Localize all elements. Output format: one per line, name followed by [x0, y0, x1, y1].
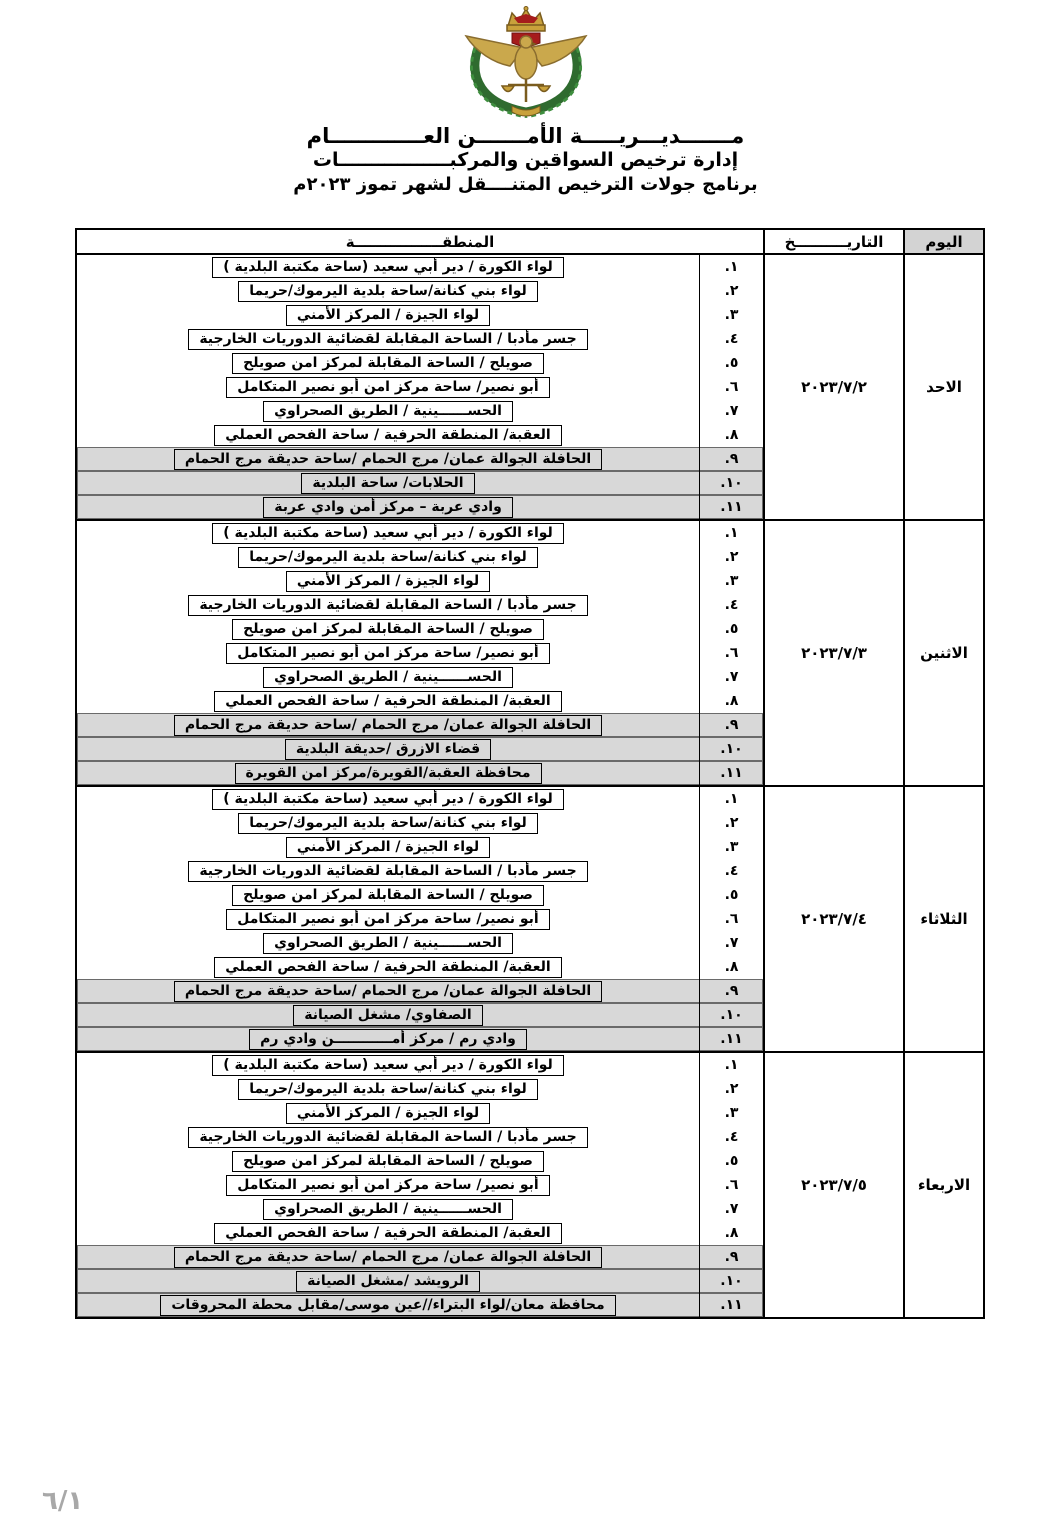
program-title: برنامج جولات الترخيص المتنــــقل لشهر تموز ٢٠٢٣م: [293, 174, 758, 195]
date-cell: ٢٠٢٣/٧/٢: [763, 255, 903, 519]
area-row: [77, 811, 763, 835]
area-row: [77, 495, 763, 519]
row-number: ٥.: [699, 351, 763, 375]
area-label: العقبة/ المنطقة الحرفية / ساحة الفحص العملي: [214, 425, 561, 446]
area-label: أبو نصير/ ساحة مركز امن أبو نصير المتكامل: [226, 643, 549, 664]
area-cell: [77, 1221, 699, 1245]
row-number: ٣.: [699, 303, 763, 327]
area-label: لواء الكورة / دير أبي سعيد (ساحة مكتبة البلدية ): [212, 1055, 564, 1076]
row-number: ١٠.: [699, 1003, 763, 1027]
table-header-row: [77, 230, 983, 255]
area-row: [77, 787, 763, 811]
area-row: [77, 569, 763, 593]
group-rows: [77, 521, 763, 785]
row-number: ٧.: [699, 399, 763, 423]
area-cell: [77, 279, 699, 303]
area-label: الرويشد /مشغل الصيانة: [296, 1271, 480, 1292]
row-number: ٨.: [699, 1221, 763, 1245]
row-number: ٤.: [699, 859, 763, 883]
area-cell: [77, 351, 699, 375]
row-number: ١١.: [699, 495, 763, 519]
department-title: إدارة ترخيص السواقين والمركبـــــــــــــــــات: [312, 149, 739, 171]
row-number: ٩.: [699, 447, 763, 471]
area-label: وادي رم / مركز أمــــــــــــن وادي رم: [249, 1029, 527, 1050]
area-cell: [77, 1149, 699, 1173]
column-header-date: التاريــــــــــخ: [763, 230, 903, 253]
area-cell: [77, 979, 699, 1003]
area-cell: [77, 737, 699, 761]
row-number: ١٠.: [699, 471, 763, 495]
area-label: الحســــــينية / الطريق الصحراوي: [263, 933, 513, 954]
area-row: [77, 665, 763, 689]
area-row: [77, 351, 763, 375]
document-header: [0, 6, 1051, 195]
area-row: [77, 1149, 763, 1173]
group-rows: [77, 1053, 763, 1317]
area-label: الحافلة الجوالة عمان/ مرج الحمام /ساحة حديقة مرج الحمام: [174, 449, 602, 470]
area-row: [77, 471, 763, 495]
area-label: لواء بني كنانة/ساحة بلدية اليرموك/حريما: [238, 813, 538, 834]
area-label: لواء الكورة / دير أبي سعيد (ساحة مكتبة البلدية ): [212, 257, 564, 278]
area-row: [77, 1027, 763, 1051]
area-label: العقبة/ المنطقة الحرفية / ساحة الفحص العملي: [214, 691, 561, 712]
area-label: محافظة معان/لواء البتراء//عين موسى/مقابل محطة المحروقات: [160, 1295, 615, 1316]
area-label: قضاء الازرق /حديقة البلدية: [285, 739, 491, 760]
area-cell: [77, 495, 699, 519]
day-cell: الاثنين: [903, 521, 983, 785]
area-row: [77, 1053, 763, 1077]
area-cell: [77, 1027, 699, 1051]
area-row: [77, 545, 763, 569]
area-label: الصفاوي/ مشغل الصيانة: [293, 1005, 482, 1026]
area-cell: [77, 1173, 699, 1197]
area-cell: [77, 1293, 699, 1317]
day-group: [77, 1053, 983, 1317]
row-number: ١٠.: [699, 737, 763, 761]
day-group: [77, 521, 983, 787]
area-cell: [77, 1269, 699, 1293]
row-number: ٥.: [699, 883, 763, 907]
column-header-area: المنطقـــــــــــــــــة: [345, 232, 495, 251]
table-body: [77, 255, 983, 1317]
area-row: [77, 399, 763, 423]
area-cell: [77, 521, 699, 545]
area-cell: [77, 327, 699, 351]
row-number: ٥.: [699, 617, 763, 641]
column-header-day: اليوم: [903, 230, 983, 253]
row-number: ٨.: [699, 955, 763, 979]
day-cell: الاحد: [903, 255, 983, 519]
area-row: [77, 859, 763, 883]
day-cell: الثلاثاء: [903, 787, 983, 1051]
public-security-emblem: [448, 6, 604, 118]
row-number: ٢.: [699, 545, 763, 569]
area-row: [77, 1221, 763, 1245]
area-row: [77, 689, 763, 713]
area-cell: [77, 375, 699, 399]
area-row: [77, 303, 763, 327]
area-cell: [77, 835, 699, 859]
day-cell: الاربعاء: [903, 1053, 983, 1317]
area-row: [77, 255, 763, 279]
day-group: [77, 255, 983, 521]
area-cell: [77, 907, 699, 931]
group-rows: [77, 255, 763, 519]
area-row: [77, 1197, 763, 1221]
row-number: ١.: [699, 787, 763, 811]
area-row: [77, 979, 763, 1003]
area-label: لواء الجيزة / المركز الأمني: [286, 837, 490, 858]
date-cell: ٢٠٢٣/٧/٥: [763, 1053, 903, 1317]
area-cell: [77, 1101, 699, 1125]
area-cell: [77, 761, 699, 785]
area-cell: [77, 569, 699, 593]
row-number: ١.: [699, 521, 763, 545]
area-cell: [77, 713, 699, 737]
area-cell: [77, 545, 699, 569]
area-label: الحافلة الجوالة عمان/ مرج الحمام /ساحة حديقة مرج الحمام: [174, 1247, 602, 1268]
area-cell: [77, 593, 699, 617]
area-row: [77, 1077, 763, 1101]
area-cell: [77, 447, 699, 471]
area-cell: [77, 1125, 699, 1149]
area-row: [77, 423, 763, 447]
area-row: [77, 955, 763, 979]
area-label: لواء الجيزة / المركز الأمني: [286, 571, 490, 592]
date-cell: ٢٠٢٣/٧/٣: [763, 521, 903, 785]
area-cell: [77, 665, 699, 689]
area-label: لواء بني كنانة/ساحة بلدية اليرموك/حريما: [238, 1079, 538, 1100]
area-label: لواء الكورة / دير أبي سعيد (ساحة مكتبة البلدية ): [212, 789, 564, 810]
row-number: ٧.: [699, 931, 763, 955]
area-label: العقبة/ المنطقة الحرفية / ساحة الفحص العملي: [214, 957, 561, 978]
area-cell: [77, 617, 699, 641]
area-cell: [77, 423, 699, 447]
area-label: لواء الكورة / دير أبي سعيد (ساحة مكتبة البلدية ): [212, 523, 564, 544]
row-number: ٤.: [699, 1125, 763, 1149]
area-label: الحلابات/ ساحة البلدية: [301, 473, 474, 494]
directorate-title: مـــــــديـــريـــــة الأمـــــــن العـــــــــــــام: [306, 124, 745, 148]
area-row: [77, 447, 763, 471]
date-cell: ٢٠٢٣/٧/٤: [763, 787, 903, 1051]
area-row: [77, 883, 763, 907]
row-number: ٢.: [699, 279, 763, 303]
area-cell: [77, 859, 699, 883]
area-label: صويلح / الساحة المقابلة لمركز امن صويلح: [232, 619, 544, 640]
row-number: ٦.: [699, 1173, 763, 1197]
area-row: [77, 1101, 763, 1125]
row-number: ٦.: [699, 375, 763, 399]
area-cell: [77, 1003, 699, 1027]
area-label: صويلح / الساحة المقابلة لمركز امن صويلح: [232, 353, 544, 374]
row-number: ١١.: [699, 1293, 763, 1317]
area-label: الحســــــينية / الطريق الصحراوي: [263, 401, 513, 422]
emblem-graphic: [448, 6, 604, 118]
area-label: وادي عربة – مركز أمن وادي عربة: [263, 497, 513, 518]
row-number: ٦.: [699, 907, 763, 931]
area-cell: [77, 303, 699, 327]
area-row: [77, 641, 763, 665]
schedule-table: [75, 228, 985, 1319]
area-cell: [77, 1245, 699, 1269]
area-cell: [77, 787, 699, 811]
row-number: ٤.: [699, 593, 763, 617]
row-number: ٢.: [699, 811, 763, 835]
area-label: لواء الجيزة / المركز الأمني: [286, 1103, 490, 1124]
row-number: ١.: [699, 255, 763, 279]
row-number: ١١.: [699, 761, 763, 785]
group-rows: [77, 787, 763, 1051]
area-cell: [77, 955, 699, 979]
area-cell: [77, 471, 699, 495]
area-cell: [77, 689, 699, 713]
row-number: ٨.: [699, 423, 763, 447]
area-label: الحافلة الجوالة عمان/ مرج الحمام /ساحة حديقة مرج الحمام: [174, 715, 602, 736]
area-label: صويلح / الساحة المقابلة لمركز امن صويلح: [232, 885, 544, 906]
area-cell: [77, 931, 699, 955]
area-row: [77, 835, 763, 859]
row-number: ٩.: [699, 979, 763, 1003]
area-cell: [77, 883, 699, 907]
area-row: [77, 1173, 763, 1197]
area-cell: [77, 1197, 699, 1221]
row-number: ٩.: [699, 1245, 763, 1269]
area-label: الحســــــينية / الطريق الصحراوي: [263, 667, 513, 688]
row-number: ٣.: [699, 835, 763, 859]
area-label: جسر مأدبا / الساحة المقابلة لقضائية الدوريات الخارجية: [188, 329, 587, 350]
area-row: [77, 761, 763, 785]
area-row: [77, 1003, 763, 1027]
area-label: الحســــــينية / الطريق الصحراوي: [263, 1199, 513, 1220]
row-number: ٣.: [699, 569, 763, 593]
area-row: [77, 279, 763, 303]
row-number: ٨.: [699, 689, 763, 713]
area-row: [77, 617, 763, 641]
area-cell: [77, 1077, 699, 1101]
area-label: أبو نصير/ ساحة مركز امن أبو نصير المتكامل: [226, 1175, 549, 1196]
day-group: [77, 787, 983, 1053]
area-label: صويلح / الساحة المقابلة لمركز امن صويلح: [232, 1151, 544, 1172]
area-cell: [77, 255, 699, 279]
area-row: [77, 375, 763, 399]
area-label: أبو نصير/ ساحة مركز امن أبو نصير المتكامل: [226, 909, 549, 930]
row-number: ٣.: [699, 1101, 763, 1125]
area-row: [77, 1125, 763, 1149]
area-label: العقبة/ المنطقة الحرفية / ساحة الفحص العملي: [214, 1223, 561, 1244]
area-label: محافظة العقبة/القويرة/مركز امن القويرة: [235, 763, 542, 784]
area-row: [77, 1269, 763, 1293]
row-number: ٤.: [699, 327, 763, 351]
area-label: لواء بني كنانة/ساحة بلدية اليرموك/حريما: [238, 281, 538, 302]
area-row: [77, 931, 763, 955]
area-row: [77, 327, 763, 351]
row-number: ٧.: [699, 1197, 763, 1221]
row-number: ٧.: [699, 665, 763, 689]
area-row: [77, 907, 763, 931]
row-number: ٦.: [699, 641, 763, 665]
area-cell: [77, 811, 699, 835]
area-label: لواء الجيزة / المركز الأمني: [286, 305, 490, 326]
area-label: جسر مأدبا / الساحة المقابلة لقضائية الدوريات الخارجية: [188, 595, 587, 616]
row-number: ٥.: [699, 1149, 763, 1173]
area-label: الحافلة الجوالة عمان/ مرج الحمام /ساحة حديقة مرج الحمام: [174, 981, 602, 1002]
row-number: ١٠.: [699, 1269, 763, 1293]
page-number: ٦/١: [42, 1486, 84, 1516]
row-number: ١١.: [699, 1027, 763, 1051]
area-label: لواء بني كنانة/ساحة بلدية اليرموك/حريما: [238, 547, 538, 568]
area-row: [77, 737, 763, 761]
row-number: ١.: [699, 1053, 763, 1077]
area-cell: [77, 1053, 699, 1077]
area-row: [77, 1293, 763, 1317]
area-row: [77, 593, 763, 617]
row-number: ٢.: [699, 1077, 763, 1101]
area-label: جسر مأدبا / الساحة المقابلة لقضائية الدوريات الخارجية: [188, 861, 587, 882]
row-number: ٩.: [699, 713, 763, 737]
area-cell: [77, 399, 699, 423]
area-cell: [77, 641, 699, 665]
area-row: [77, 713, 763, 737]
area-row: [77, 521, 763, 545]
area-label: جسر مأدبا / الساحة المقابلة لقضائية الدوريات الخارجية: [188, 1127, 587, 1148]
area-label: أبو نصير/ ساحة مركز امن أبو نصير المتكامل: [226, 377, 549, 398]
area-row: [77, 1245, 763, 1269]
